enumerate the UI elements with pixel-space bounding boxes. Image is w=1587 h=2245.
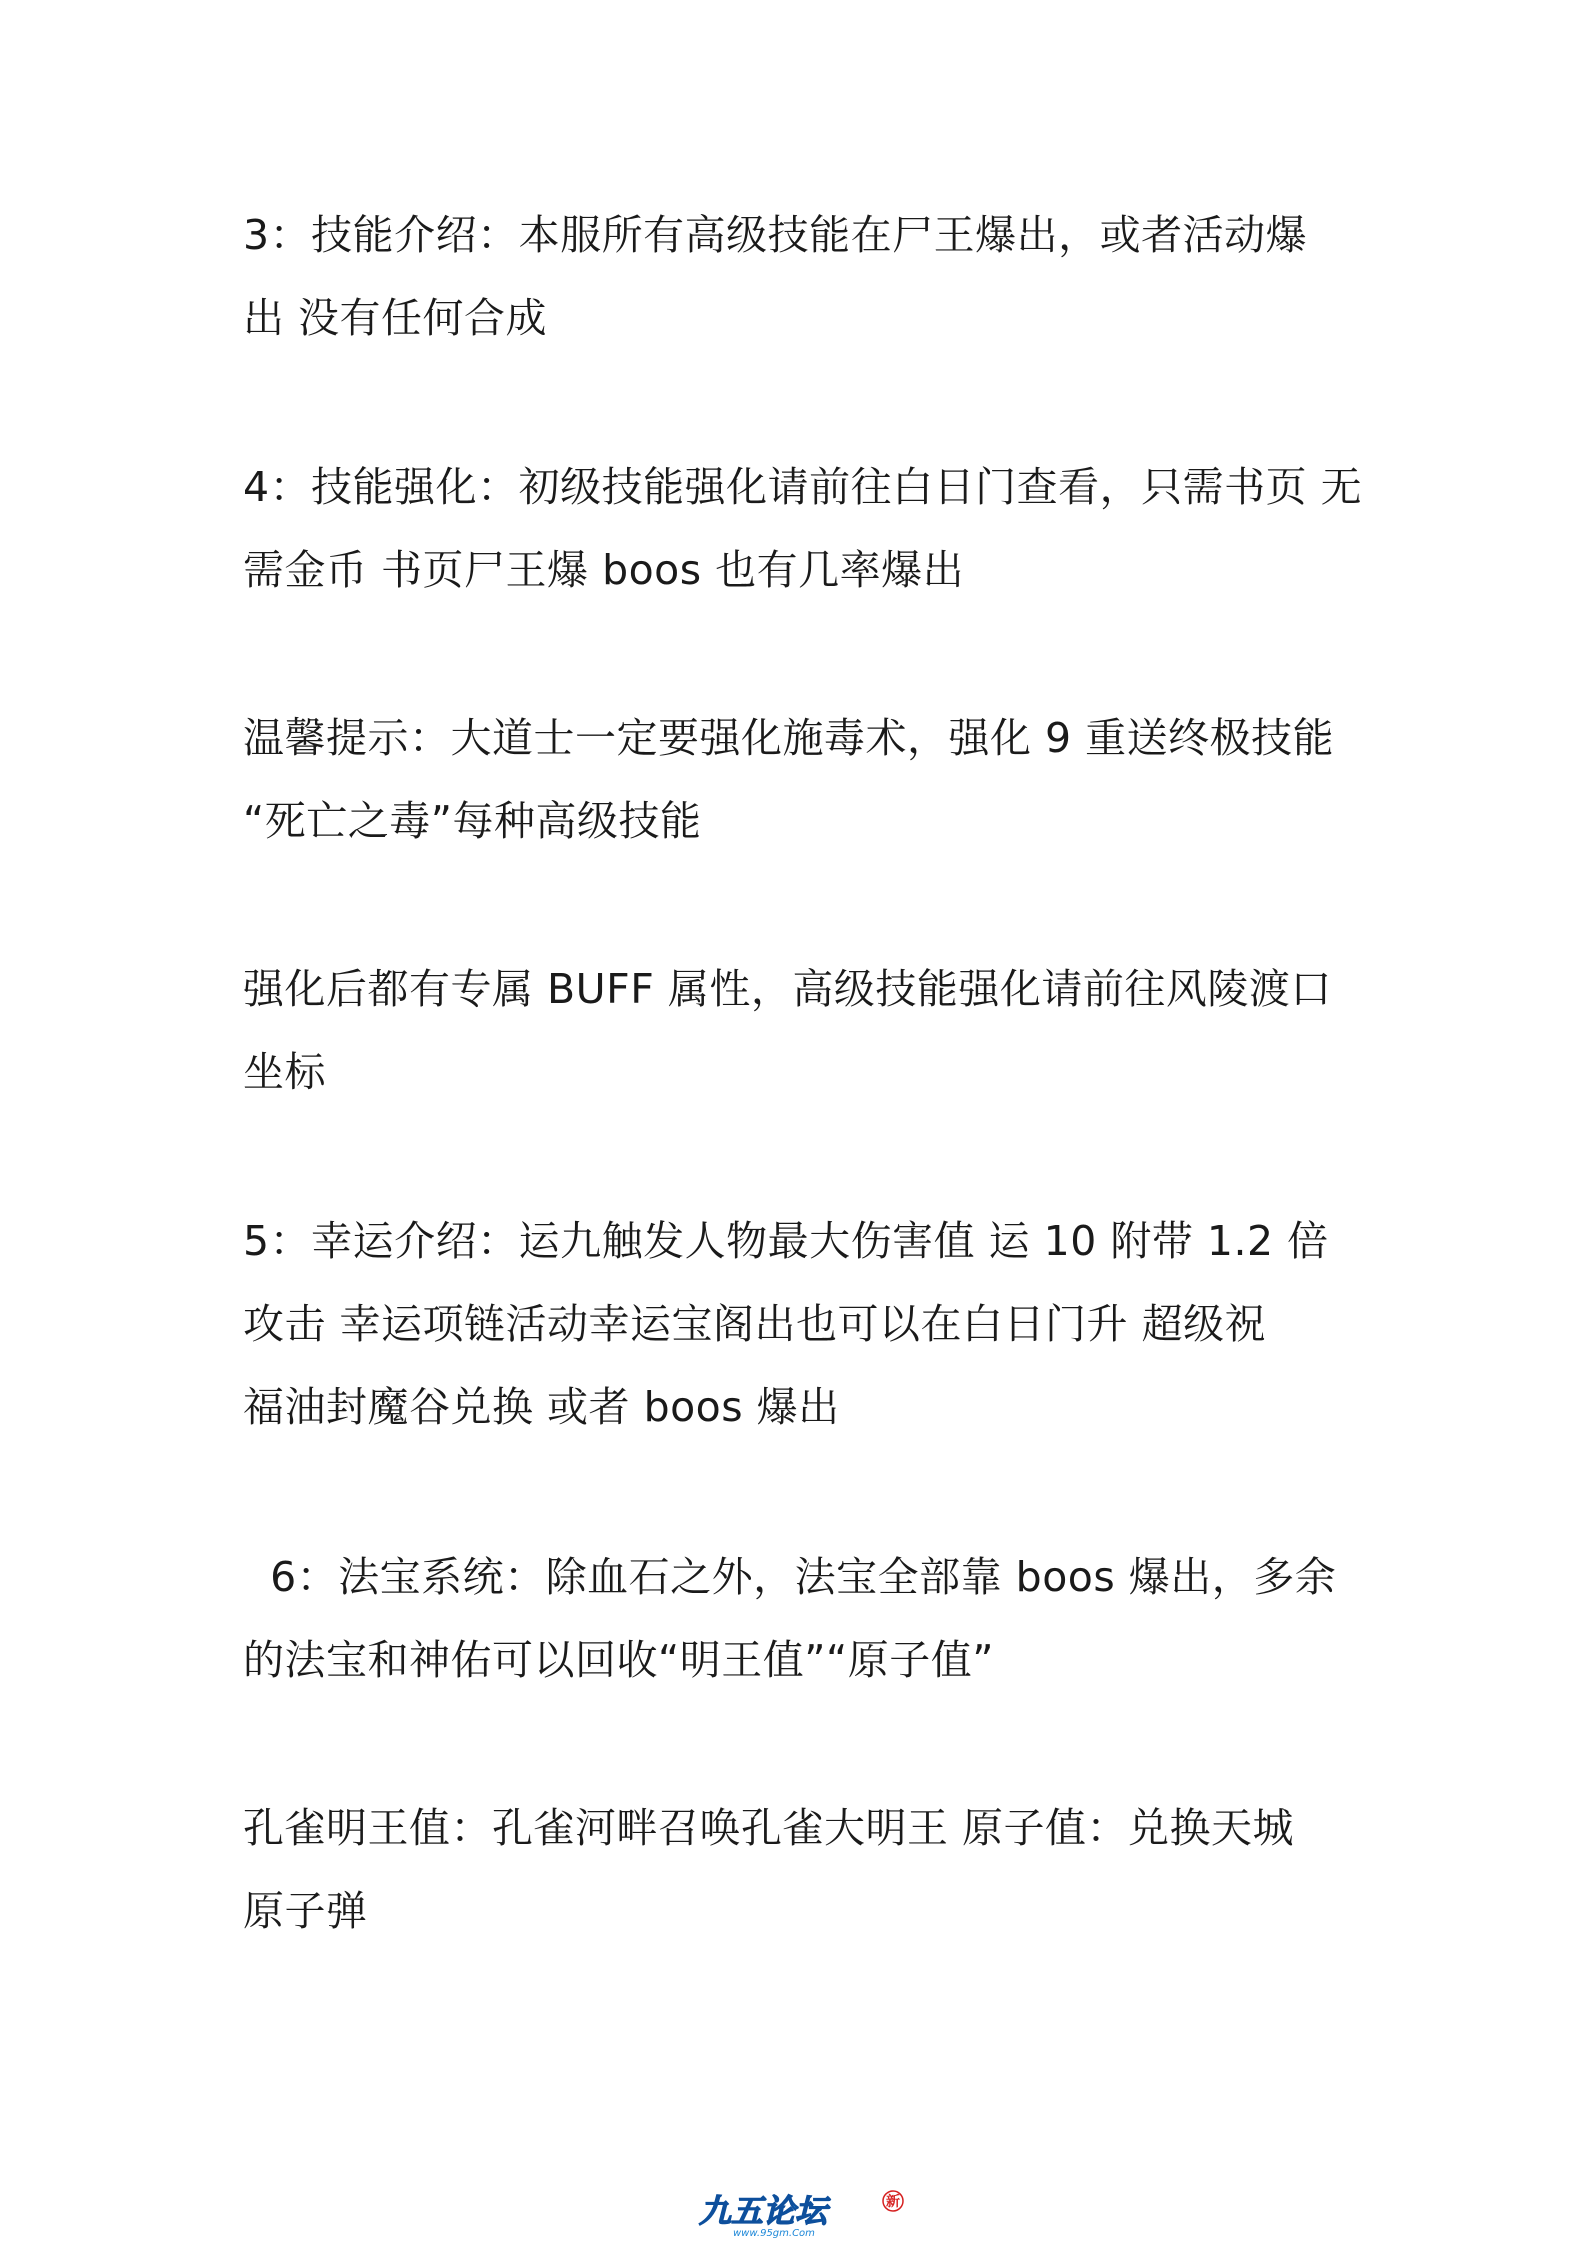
text-line: 6：法宝系统：除血石之外，法宝全部靠 boos 爆出，多余 xyxy=(243,1553,1337,1601)
text-line: 福油封魔谷兑换 或者 boos 爆出 xyxy=(243,1383,840,1431)
text-line: 原子弹 xyxy=(243,1887,368,1935)
text-line: “死亡之毒”每种高级技能 xyxy=(243,797,702,845)
text-line: 需金币 书页尸王爆 boos 也有几率爆出 xyxy=(243,546,965,594)
text-line: 3：技能介绍：本服所有高级技能在尸王爆出，或者活动爆 xyxy=(243,211,1308,259)
forum-logo-graphic xyxy=(693,2188,913,2240)
logo-url-text: www.95gm.Com xyxy=(733,2228,815,2239)
paragraph-treasure xyxy=(243,1536,1358,1702)
paragraph-skill-upgrade xyxy=(243,446,1363,612)
logo-badge-text: 新 xyxy=(886,2194,900,2210)
text-line: 攻击 幸运项链活动幸运宝阁出也可以在白日门升 超级祝 xyxy=(243,1300,1267,1348)
text-line: 温馨提示：大道士一定要强化施毒术，强化 9 重送终极技能 xyxy=(243,714,1335,762)
paragraph-skill-intro xyxy=(243,194,1358,360)
paragraph-peacock xyxy=(243,1787,1358,1953)
paragraph-luck xyxy=(243,1200,1358,1449)
text-line: 5：幸运介绍：运九触发人物最大伤害值 运 10 附带 1.2 倍 xyxy=(243,1217,1329,1265)
text-line: 4：技能强化：初级技能强化请前往白日门查看，只需书页 无 xyxy=(243,463,1363,511)
text-line: 出 没有任何合成 xyxy=(243,294,548,342)
logo-text: 九五论坛 xyxy=(699,2192,828,2230)
paragraph-buff xyxy=(243,948,1358,1114)
forum-logo xyxy=(693,2188,913,2240)
text-line: 的法宝和神佑可以回收“明王值”“原子值” xyxy=(243,1636,994,1684)
paragraph-tip xyxy=(243,697,1358,863)
text-line: 坐标 xyxy=(243,1048,326,1096)
text-line: 强化后都有专属 BUFF 属性，高级技能强化请前往风陵渡口 xyxy=(243,965,1332,1013)
text-line: 孔雀明王值：孔雀河畔召唤孔雀大明王 原子值：兑换天城 xyxy=(243,1804,1295,1852)
